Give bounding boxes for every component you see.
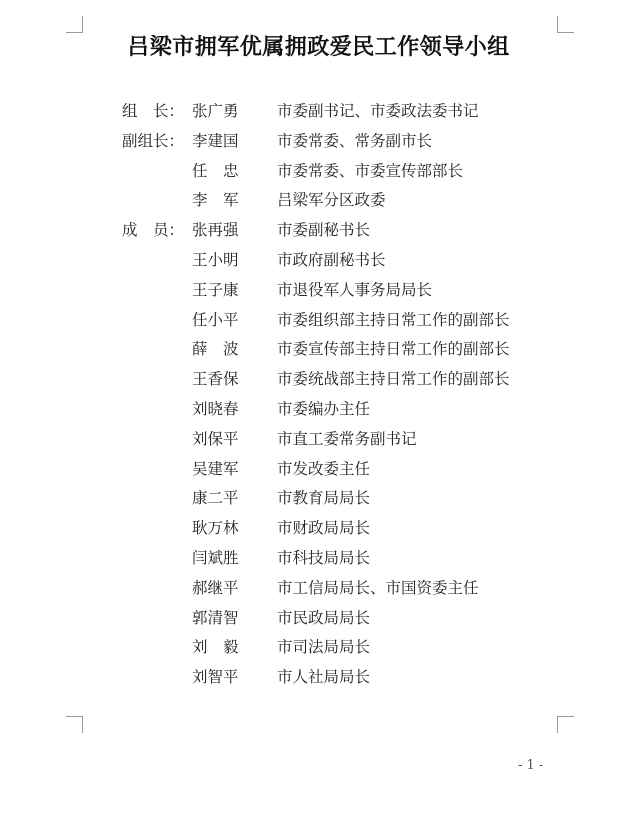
member-name: 李 军 <box>192 191 239 210</box>
member-name: 刘智平 <box>192 668 239 687</box>
member-position: 市委副秘书长 <box>277 221 371 240</box>
member-position: 市退役军人事务局局长 <box>277 280 433 299</box>
member-position: 市财政局局长 <box>277 519 371 538</box>
role-label: 副组长： <box>122 131 185 150</box>
member-position: 市科技局局长 <box>277 548 371 567</box>
member-name: 郝继平 <box>192 578 239 597</box>
member-position: 市直工委常务副书记 <box>277 429 417 448</box>
member-position: 市司法局局长 <box>277 638 371 657</box>
member-name: 王小明 <box>192 250 239 269</box>
crop-mark-bottom-left <box>66 716 83 733</box>
member-name: 刘 毅 <box>192 638 239 657</box>
member-name: 薛 波 <box>192 340 239 359</box>
member-name: 任小平 <box>192 310 239 329</box>
member-name: 康二平 <box>192 489 239 508</box>
member-position: 市政府副秘书长 <box>277 250 386 269</box>
member-position: 市委常委、市委宣传部部长 <box>277 161 464 180</box>
member-name: 吴建军 <box>192 459 239 478</box>
member-name: 张广勇 <box>192 102 239 120</box>
member-position: 市发改委主任 <box>277 459 371 478</box>
member-position: 市人社局局长 <box>277 668 371 687</box>
member-position: 市教育局局长 <box>277 489 371 508</box>
member-position: 市委宣传部主持日常工作的副部长 <box>277 340 510 359</box>
member-name: 闫斌胜 <box>192 548 239 567</box>
member-name: 郭清智 <box>192 608 239 627</box>
crop-mark-bottom-right <box>557 716 574 733</box>
role-label: 组 长： <box>122 102 185 120</box>
member-name: 任 忠 <box>192 161 239 180</box>
member-name: 李建国 <box>192 131 239 150</box>
member-position: 市工信局局长、市国资委主任 <box>277 578 479 597</box>
member-name: 刘晓春 <box>192 399 239 418</box>
page-number: - 1 - <box>518 758 544 773</box>
member-position: 市委组织部主持日常工作的副部长 <box>277 310 510 329</box>
member-name: 张再强 <box>192 221 239 240</box>
member-name: 王香保 <box>192 370 239 389</box>
member-name: 耿万林 <box>192 519 239 538</box>
member-position: 市委统战部主持日常工作的副部长 <box>277 370 510 389</box>
document-title: 吕梁市拥军优属拥政爱民工作领导小组 <box>127 34 510 60</box>
member-name: 刘保平 <box>192 429 239 448</box>
member-position: 市民政局局长 <box>277 608 371 627</box>
member-name: 王子康 <box>192 280 239 299</box>
role-label: 成 员： <box>122 221 185 240</box>
member-position: 市委编办主任 <box>277 399 371 418</box>
member-position: 市委副书记、市委政法委书记 <box>277 102 479 120</box>
member-position: 市委常委、常务副市长 <box>277 131 433 150</box>
member-position: 吕梁军分区政委 <box>277 191 386 210</box>
